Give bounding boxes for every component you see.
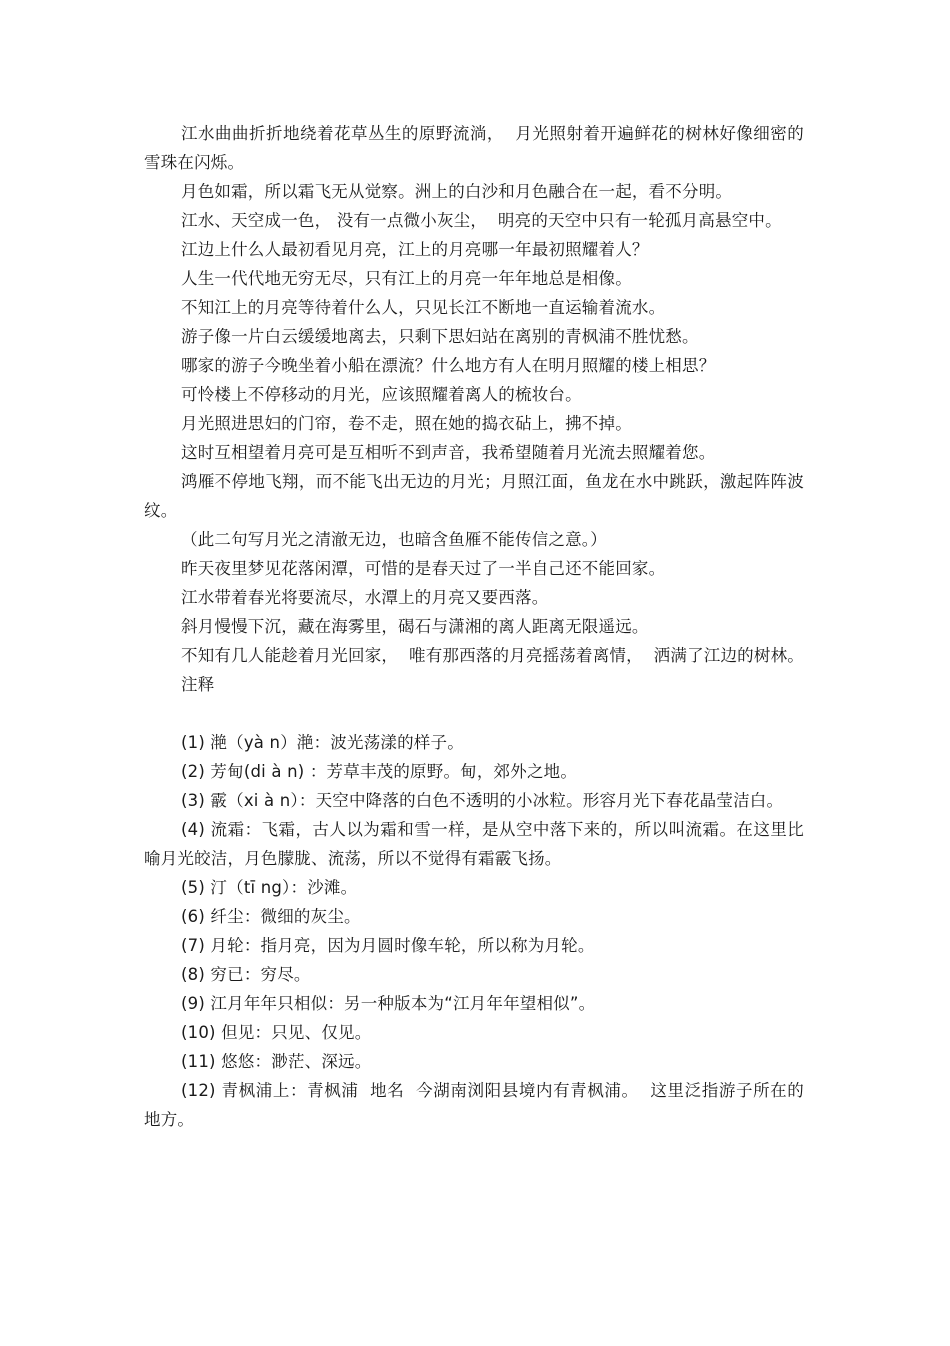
translation-line: 不知有几人能趁着月光回家， 唯有那西落的月亮摇荡着离情， 洒满了江边的树林。 — [181, 646, 804, 665]
translation-line: 月色如霜，所以霜飞无从觉察。洲上的白沙和月色融合在一起，看不分明。 — [181, 182, 733, 201]
notes-title: 注释 — [181, 675, 215, 694]
note-item: (2) 芳甸(di à n) ：芳草丰茂的原野。甸，郊外之地。 — [181, 762, 578, 781]
translation-line: 哪家的游子今晚坐着小船在漂流？什么地方有人在明月照耀的楼上相思？ — [181, 356, 716, 375]
note-item: (3) 霰（xi à n）：天空中降落的白色不透明的小冰粒。形容月光下春花晶莹洁白。 — [181, 791, 784, 810]
note-item: (9) 江月年年只相似：另一种版本为“江月年年望相似”。 — [181, 994, 596, 1013]
note-item: (7) 月轮：指月亮，因为月圆时像车轮，所以称为月轮。 — [181, 936, 595, 955]
translation-line: 江水曲曲折折地绕着花草丛生的原野流淌， 月光照射着开遍鲜花的树林好像细密的雪珠在闪烁。 — [144, 124, 804, 172]
translation-line: 游子像一片白云缓缓地离去，只剩下思妇站在离别的青枫浦不胜忧愁。 — [181, 327, 699, 346]
translation-line: 人生一代代地无穷无尽，只有江上的月亮一年年地总是相像。 — [181, 269, 632, 288]
notes-section — [144, 728, 804, 1134]
translation-line: 江边上什么人最初看见月亮，江上的月亮哪一年最初照耀着人？ — [181, 240, 649, 259]
note-item: (10) 但见：只见、仅见。 — [181, 1023, 372, 1042]
translation-line: 月光照进思妇的门帘，卷不走，照在她的捣衣砧上，拂不掉。 — [181, 414, 632, 433]
translation-line: 昨天夜里梦见花落闲潭，可惜的是春天过了一半自己还不能回家。 — [181, 559, 666, 578]
translation-line: 鸿雁不停地飞翔，而不能飞出无边的月光；月照江面，鱼龙在水中跳跃，激起阵阵波纹。 — [144, 472, 804, 520]
translation-section — [144, 119, 804, 670]
translation-line: 斜月慢慢下沉，藏在海雾里，碣石与潇湘的离人距离无限遥远。 — [181, 617, 649, 636]
translation-line: 江水带着春光将要流尽，水潭上的月亮又要西落。 — [181, 588, 549, 607]
note-item: (11) 悠悠：渺茫、深远。 — [181, 1052, 372, 1071]
note-item: (6) 纤尘：微细的灰尘。 — [181, 907, 361, 926]
translation-line: 江水、天空成一色， 没有一点微小灰尘， 明亮的天空中只有一轮孤月高悬空中。 — [181, 211, 782, 230]
note-item: (12) 青枫浦上：青枫浦 地名 今湖南浏阳县境内有青枫浦。 这里泛指游子所在的地方。 — [144, 1081, 804, 1129]
note-item: (8) 穷已：穷尽。 — [181, 965, 311, 984]
note-item: (1) 滟（yà n）滟：波光荡漾的样子。 — [181, 733, 464, 752]
translation-line: 不知江上的月亮等待着什么人，只见长江不断地一直运输着流水。 — [181, 298, 666, 317]
translation-line: （此二句写月光之清澈无边，也暗含鱼雁不能传信之意。） — [181, 530, 607, 549]
translation-line: 可怜楼上不停移动的月光，应该照耀着离人的梳妆台。 — [181, 385, 582, 404]
note-item: (4) 流霜：飞霜，古人以为霜和雪一样，是从空中落下来的，所以叫流霜。在这里比喻月光皎洁，月色朦胧、流荡，所以不觉得有霜霰飞扬。 — [144, 820, 804, 868]
translation-line: 这时互相望着月亮可是互相听不到声音，我希望随着月光流去照耀着您。 — [181, 443, 716, 462]
document-page — [144, 119, 804, 1134]
note-item: (5) 汀（tī ng）：沙滩。 — [181, 878, 358, 897]
